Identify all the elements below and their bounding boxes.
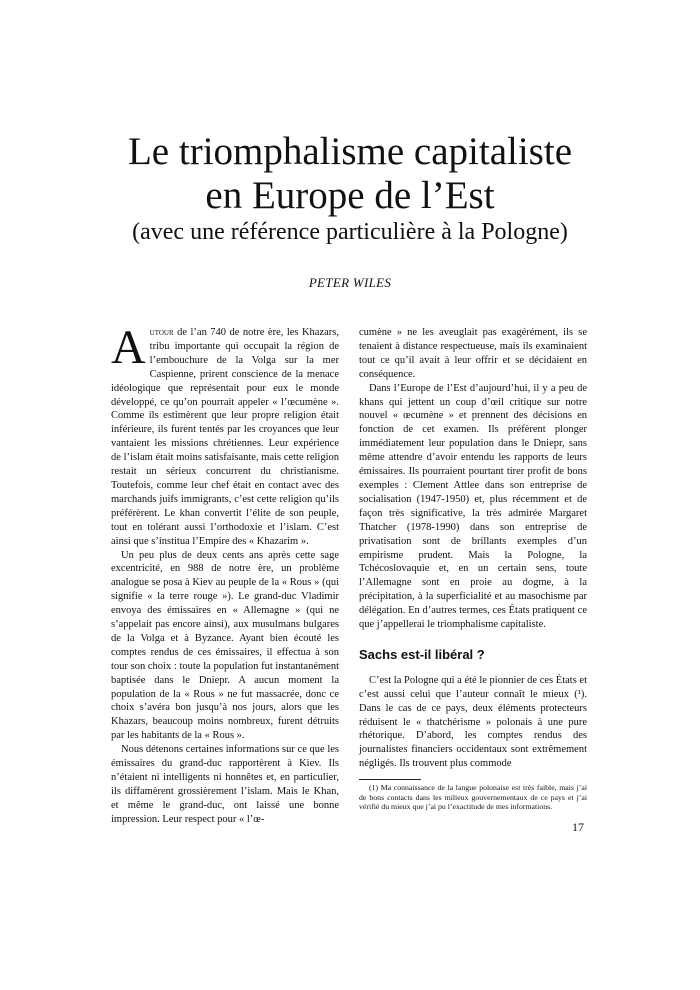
footnote-divider [359,779,421,780]
drop-cap: A [111,321,146,374]
left-column [111,321,339,827]
lead-smallcaps: utour [149,327,174,338]
section-heading: Sachs est-il libéral ? [359,646,485,662]
title-line-1: Le triomphalisme capitaliste [127,130,573,173]
right-column [359,326,587,812]
page-number: 17 [572,820,584,834]
paragraph-1-text: de l’an 740 de notre ère, les Khazars, tribu importante qui occupait la région de l’embouchure de la Volga sur la mer Caspienne, prirent conscience de la menace idéologique que représentait pour eux le monde développé, ce qu’on pourrait appeler « l’œcumène ». Comme ils estimèrent que leur propre religion était inférieure, ils furent tentés par les croyances que leur vantaient les missions chrétiennes. Leur expérience de l’islam était moins satisfaisante, mais cette religion restait un sérieux concurrent du christianisme. Toutefois, comme leur chef était en contact avec des marchands juifs immigrants, c’est cette religion qu’ils préférèrent. Le khan convertit l’élite de son peuple, tout en tolérant aussi l’orthodoxie et l’islam. C’est ainsi que s’institua l’Empire des « Khazarim ». [111,327,339,547]
article-author: PETER WILES [308,275,392,290]
title-line-2: en Europe de l’Est [205,174,495,217]
paragraph-4: cumène » ne les aveuglait pas exagérément, ils se tenaient à distance respectueuse, mais ils examinaient tout ce qu’il avait à leur offrir et se décidaient en conséquence. [359,327,587,380]
paragraph-2: Un peu plus de deux cents ans après cette sage excentricité, en 988 de notre ère, un problème analogue se posa à Kiev au peuple de la « Rous » (qui signifie « la terre rouge »). Le grand-duc Vladimir envoya des émissaires en « Allemagne » (qui ne s’appelait pas encore ainsi), aux musulmans bulgares de la Volga et à Byzance. Ayant bien écouté les comptes rendus de ces émissaires, il effectua à son tour son choix : toute la population fut instantanément baptisée dans le Dniepr. A aucun moment la population de la « Rous » ne fut massacrée, donc ce choix s’avéra bon jusqu’à nos jours, alors que les Khazars, beaucoup moins nombreux, furent détruits par les habitants de la « Rous ». [111,549,339,742]
article-title [0,130,700,218]
footnote: (1) Ma connaissance de la langue polonaise est très faible, mais j’ai de bons contacts dans les milieux gouvernementaux de ce pays et j’ai vérifié du mieux que j’ai pu l’exactitude de mes informations. [359,783,587,812]
article-subtitle: (avec une référence particulière à la Pologne) [132,219,568,245]
paragraph-1 [111,321,339,549]
paragraph-5: Dans l’Europe de l’Est d’aujourd’hui, il y a peu de khans qui jettent un coup d’œil critique sur notre nouvel « œcumène » et prennent des décisions en fonction de cet examen. Ils préfèrent plonger immédiatement leur population dans le Dniepr, sans même attendre d’avoir entendu les rapports de leurs émissaires. Ils pourraient pourtant tirer profit de bons exemples : Clement Attlee dans son entreprise de socialisation (1947-1950) et, plus récemment et de façon très significative, la très admirée Margaret Thatcher (1978-1990) dans son entreprise de privatisation sont de brillants exemples d’un empirisme prudent. Mais la Pologne, la Tchécoslovaquie et, en un certain sens, toute l’Allemagne sont en proie au dogme, à la précipitation, à la superficialité et au masochisme par délégation. En d’autres termes, ces États pratiquent ce que j’appellerai le triomphalisme capitaliste. [359,382,587,631]
paragraph-3: Nous détenons certaines informations sur ce que les émissaires du grand-duc rapportèrent à Kiev. Ils n’étaient ni intelligents ni honnêtes et, en particulier, ils diffamèrent grossièrement l’islam. Mais le Khan, et même le grand-duc, ont laissé une bonne impression. Leur respect pour « l’œ- [111,744,339,825]
paragraph-6: C’est la Pologne qui a été le pionnier de ces États et c’est aussi celui que l’auteur connaît le mieux (¹). Dans le cas de ce pays, deux éléments protecteurs réduisent le « thatchérisme » polonais à une pure rhétorique. D’abord, les comptes rendus des journalistes financiers occidentaux sont extrêmement négligés. Ils trouvent plus commode [359,674,587,770]
